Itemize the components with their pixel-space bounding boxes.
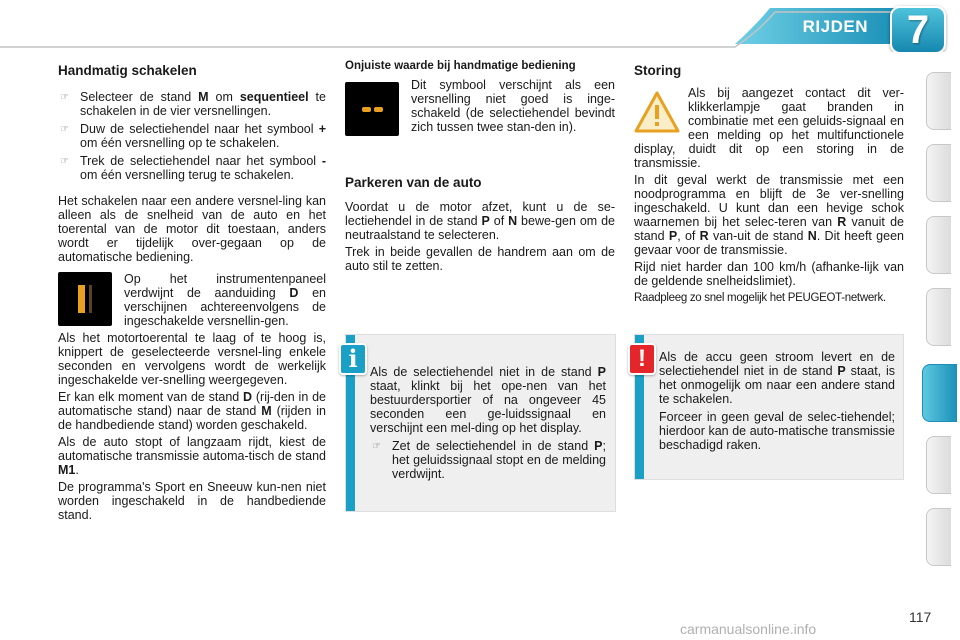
paragraph: Het schakelen naar een andere versnel-ling kan alleen als de snelheid van de auto en het toerental van de motor dit toestaan, anders wordt er tijdelijk over-gegaan op de automatische bediening. (58, 194, 326, 264)
paragraph: Als bij aangezet contact dit ver-klikkerlampje gaat branden in combinatie met een geluids-signaal en een melding op het multifunctionele display, duidt dit op een storing in de transmissie. (634, 86, 904, 170)
list-item (58, 122, 326, 150)
warning-triangle-icon (634, 90, 680, 134)
paragraph: Trek in beide gevallen de handrem aan om de auto stil te zetten. (345, 245, 615, 273)
paragraph: Als de accu geen stroom levert en de selectiehendel niet in de stand P staat, is het onmogelijk om naar een andere stand te schakelen. (659, 350, 895, 406)
column-manual-shifting (58, 60, 326, 522)
warning-note-body (659, 350, 895, 452)
list-item (58, 90, 326, 118)
text: om één versnelling op te schakelen. (80, 136, 280, 150)
warning-note (634, 334, 904, 480)
text-bold: sequentieel (239, 90, 309, 104)
paragraph: Raadpleeg zo snel mogelijk het PEUGEOT-netwerk. (634, 292, 886, 304)
heading-parking: Parkeren van de auto (345, 175, 482, 190)
hand-pointer-icon: ☞ (60, 124, 69, 135)
paragraph: Er kan elk moment van de stand D (rij-den in de automatische stand) naar de stand M (rijden in de handbediende stand) worden geschakeld. (58, 390, 326, 432)
info-note (345, 334, 616, 512)
list-item: ☞ Zet de selectiehendel in de stand P; het geluidssignaal stopt en de melding verdwijnt. (372, 439, 606, 481)
paragraph: Dit symbool verschijnt als een versnelling niet goed is inge-schakeld (de selectiehendel bevindt zich tussen twee stan-den in). (411, 78, 615, 134)
paragraph: Voordat u de motor afzet, kunt u de se-lectiehendel in de stand P of N bewe-gen om de neutraalstand te selecteren. (345, 200, 616, 242)
gear-display-image (58, 272, 112, 326)
text: te schakelen in de vier versnellingen. (80, 90, 326, 118)
chapter-badge (890, 6, 946, 52)
symbol-block (345, 78, 615, 136)
text-bold: + (318, 122, 326, 136)
gear-display-block (58, 272, 326, 328)
text: om (208, 90, 240, 104)
chapter-tab[interactable] (926, 436, 951, 494)
paragraph: Als de auto stopt of langzaam rijdt, kiest de automatische transmissie automa-tisch de stand M1. (58, 435, 326, 477)
info-note-body (370, 365, 606, 485)
symbol-display-image (345, 82, 399, 136)
paragraph: Forceer in geen geval de selec-tiehendel; hierdoor kan de auto-matische transmissie beschadigd raken. (659, 410, 895, 452)
bullet-list (370, 439, 606, 481)
paragraph: Als de selectiehendel niet in de stand P staat, klinkt bij het ope-nen van het bestuurdersportier of na ongeveer 45 seconden een ge-luidssignaal en verschijnt een mel-ding op het display. (370, 365, 606, 435)
hand-pointer-icon: ☞ (60, 156, 69, 167)
paragraph: Op het instrumentenpaneel verdwijnt de aanduiding D en verschijnen achtereenvolgens de ingeschakelde versnellin-gen. (124, 272, 326, 328)
header-band (0, 0, 960, 52)
paragraph: De programma's Sport en Sneeuw kun-nen niet worden ingeschakeld in de handbediende stand. (58, 480, 326, 522)
hand-pointer-icon: ☞ (372, 441, 381, 452)
exclamation-icon: ! (628, 343, 656, 375)
heading-manual-shifting: Handmatig schakelen (58, 63, 197, 78)
heading-incorrect-value: Onjuiste waarde bij handmatige bediening (345, 60, 576, 72)
chapter-tab[interactable] (926, 72, 951, 130)
column-fault (634, 60, 904, 305)
gear-indicator-icon (58, 272, 112, 326)
chapter-number: 7 (906, 8, 930, 52)
chapter-tab[interactable] (926, 144, 951, 202)
heading-fault: Storing (634, 63, 682, 78)
warning-block (634, 86, 904, 170)
page-number: 117 (909, 609, 932, 625)
gear-error-icon (345, 82, 399, 136)
chapter-title: RIJDEN (802, 17, 868, 36)
paragraph: In dit geval werkt de transmissie met een noodprogramma en blijft de 3e ver-snelling ingeschakeld. U kunt dan een hevige schok waarnemen bij het selec-teren van R vanuit de stand P, of R van-uit de stand N. Dit heeft geen gevaar voor de transmissie. (634, 173, 904, 257)
chapter-tab[interactable] (926, 216, 951, 274)
info-icon: i (339, 343, 367, 375)
text-bold: M (198, 90, 209, 104)
column-incorrect-value-parking (345, 60, 615, 273)
paragraph: Rijd niet harder dan 100 km/h (afhanke-lijk van de geldende snelheidslimiet). (634, 260, 904, 288)
chapter-tab[interactable] (926, 288, 951, 346)
paragraph: Als het motortoerental te laag of te hoog is, knippert de geselecteerde versnel-ling enkele seconden en vervolgens wordt de werkelijk ingeschakelde ver-snelling weergegeven. (58, 331, 326, 387)
chapter-tab[interactable] (926, 508, 951, 566)
text: Trek de selectiehendel naar het symbool (80, 154, 322, 168)
chapter-tabs (926, 72, 952, 577)
list-item (58, 154, 326, 182)
bullet-list (58, 90, 326, 182)
text: Duw de selectiehendel naar het symbool (80, 122, 319, 136)
text-bold: - (321, 154, 326, 168)
text: om één versnelling terug te schakelen. (80, 168, 295, 182)
hand-pointer-icon: ☞ (60, 92, 69, 103)
watermark: carmanualsonline.info (680, 621, 817, 637)
chapter-tab-active[interactable] (922, 364, 957, 422)
text: Selecteer de stand (80, 90, 199, 104)
